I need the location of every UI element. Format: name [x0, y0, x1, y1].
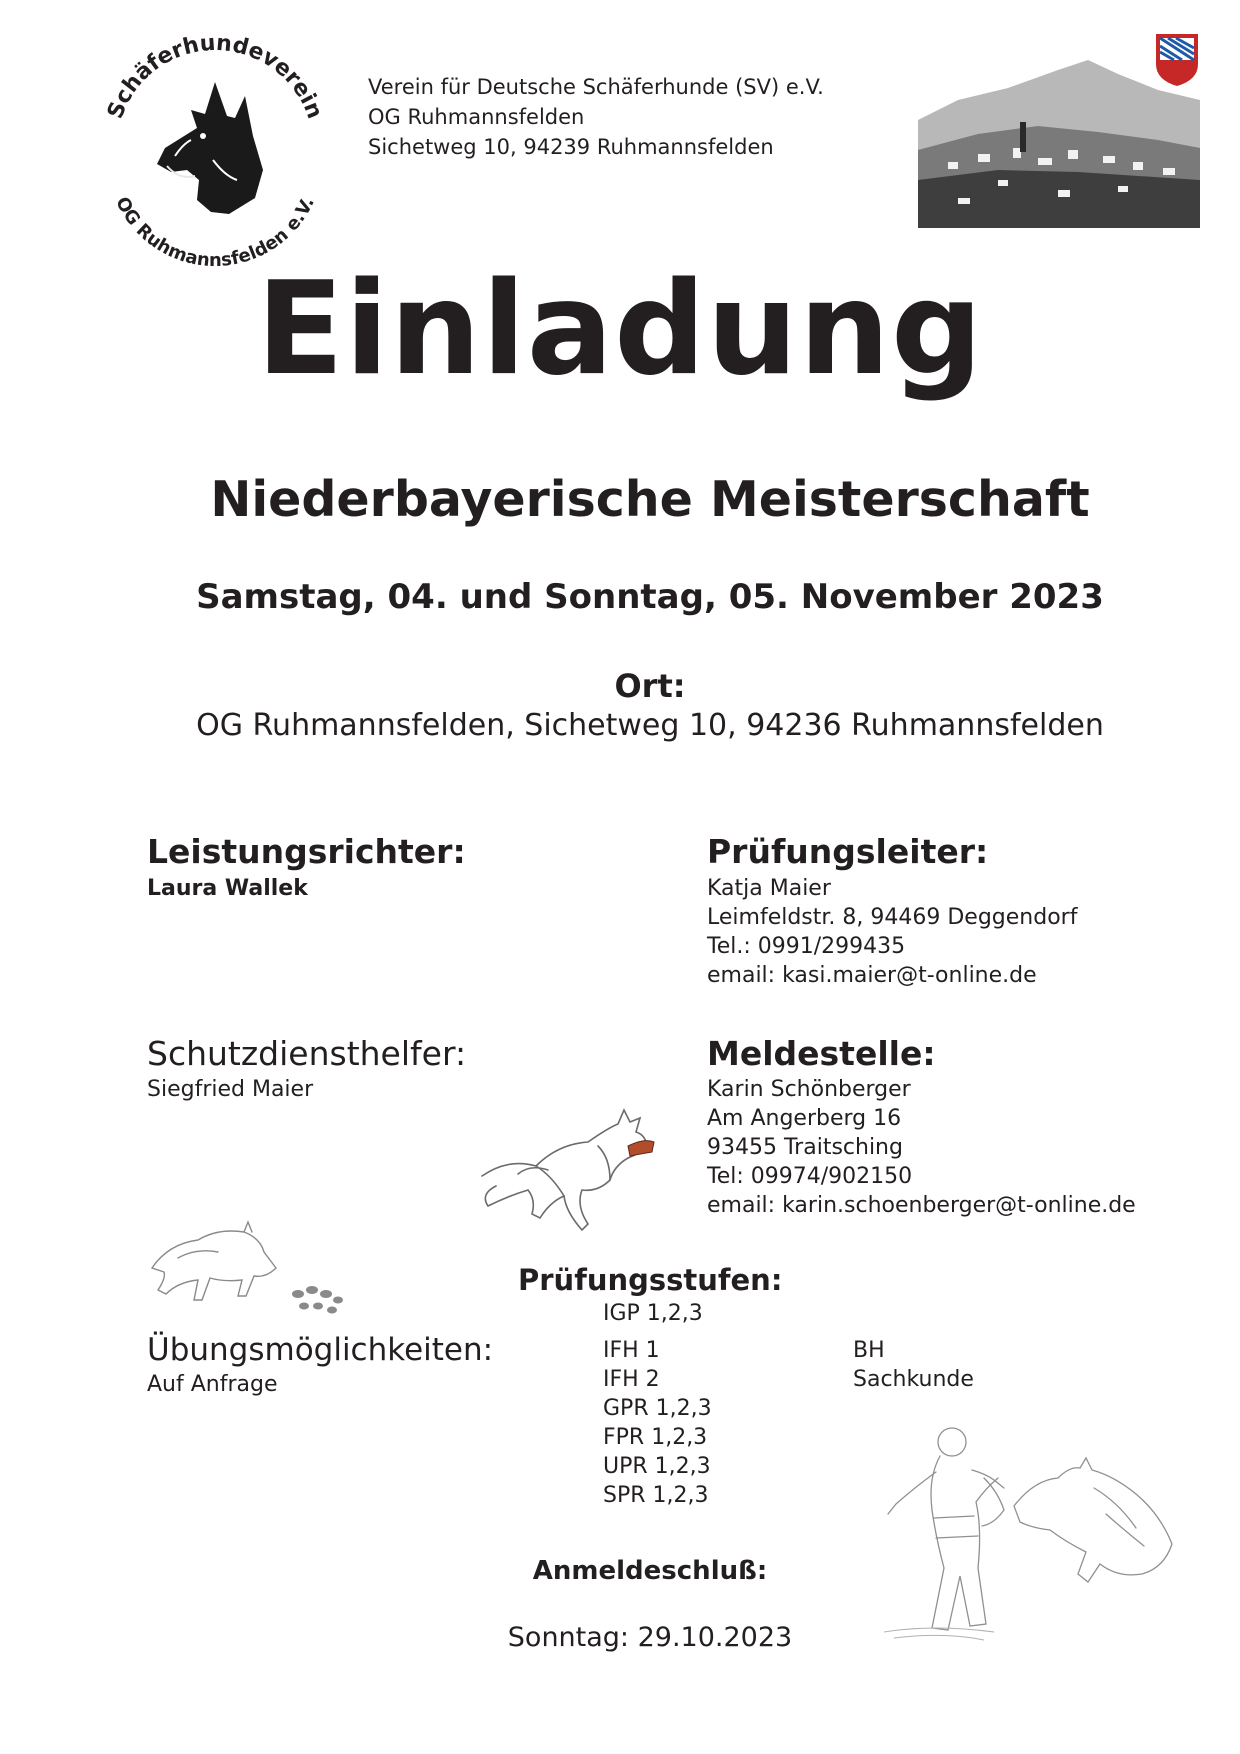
exam-level-item: BH: [853, 1338, 885, 1363]
judge-name: Laura Wallek: [147, 876, 308, 901]
town-photo: [918, 30, 1200, 228]
club-address: [368, 72, 824, 162]
helper-heading: Schutzdiensthelfer:: [147, 1034, 467, 1073]
exam-levels-heading: Prüfungsstufen:: [518, 1263, 783, 1297]
registration-office-name: Karin Schönberger: [707, 1077, 911, 1102]
coat-of-arms-icon: [1156, 34, 1198, 86]
logo-arc-top-text: Schäferhundeverein: [103, 30, 327, 123]
page-title: Einladung: [256, 255, 984, 404]
exam-leader-phone: Tel.: 0991/299435: [707, 934, 906, 959]
tracking-dog-icon: [148, 1218, 348, 1318]
registration-office-details: [707, 1075, 1136, 1220]
deadline-date: Sonntag: 29.10.2023: [507, 1622, 793, 1653]
club-branch: OG Ruhmannsfelden: [368, 105, 585, 129]
helper-name: Siegfried Maier: [147, 1077, 314, 1102]
exam-level-item: UPR 1,2,3: [603, 1454, 711, 1479]
deadline-heading: Anmeldeschluß:: [532, 1556, 768, 1586]
protection-work-icon: [874, 1418, 1174, 1648]
running-dog-icon: [478, 1106, 656, 1240]
practice-heading: Übungsmöglichkeiten:: [147, 1332, 494, 1368]
exam-leader-name: Katja Maier: [707, 876, 831, 901]
exam-level-item: IFH 1: [603, 1338, 660, 1363]
dog-head-icon: [157, 82, 263, 214]
logo-arc-bottom-text: OG Ruhmannsfelden e.V.: [111, 193, 319, 270]
practice-note: Auf Anfrage: [147, 1372, 278, 1397]
exam-level-item: FPR 1,2,3: [603, 1425, 708, 1450]
venue-address: OG Ruhmannsfelden, Sichetweg 10, 94236 Ruhmannsfelden: [196, 708, 1104, 743]
registration-office-heading: Meldestelle:: [707, 1034, 936, 1073]
registration-office-email: email: karin.schoenberger@t-online.de: [707, 1193, 1136, 1218]
exam-leader-address: Leimfeldstr. 8, 94469 Deggendorf: [707, 905, 1078, 930]
exam-levels-column-2: [853, 1336, 974, 1394]
registration-office-city: 93455 Traitsching: [707, 1135, 903, 1160]
exam-level-item: Sachkunde: [853, 1367, 974, 1392]
exam-level-item: SPR 1,2,3: [603, 1483, 709, 1508]
judge-heading: Leistungsrichter:: [147, 832, 466, 871]
exam-levels-column-1: [603, 1336, 712, 1510]
event-title: Niederbayerische Meisterschaft: [210, 471, 1090, 528]
venue-label: Ort:: [614, 667, 686, 705]
registration-office-street: Am Angerberg 16: [707, 1106, 902, 1131]
exam-level-item: IFH 2: [603, 1367, 660, 1392]
club-name: Verein für Deutsche Schäferhunde (SV) e.V.: [368, 75, 824, 99]
event-date: Samstag, 04. und Sonntag, 05. November 2023: [196, 577, 1104, 617]
exam-level-item: GPR 1,2,3: [603, 1396, 712, 1421]
exam-leader-email: email: kasi.maier@t-online.de: [707, 963, 1037, 988]
exam-level-igp: IGP 1,2,3: [603, 1301, 703, 1326]
club-logo: [95, 30, 335, 270]
exam-leader-details: [707, 874, 1077, 990]
exam-leader-heading: Prüfungsleiter:: [707, 832, 989, 871]
registration-office-phone: Tel: 09974/902150: [707, 1164, 913, 1189]
club-street: Sichetweg 10, 94239 Ruhmannsfelden: [368, 135, 774, 159]
